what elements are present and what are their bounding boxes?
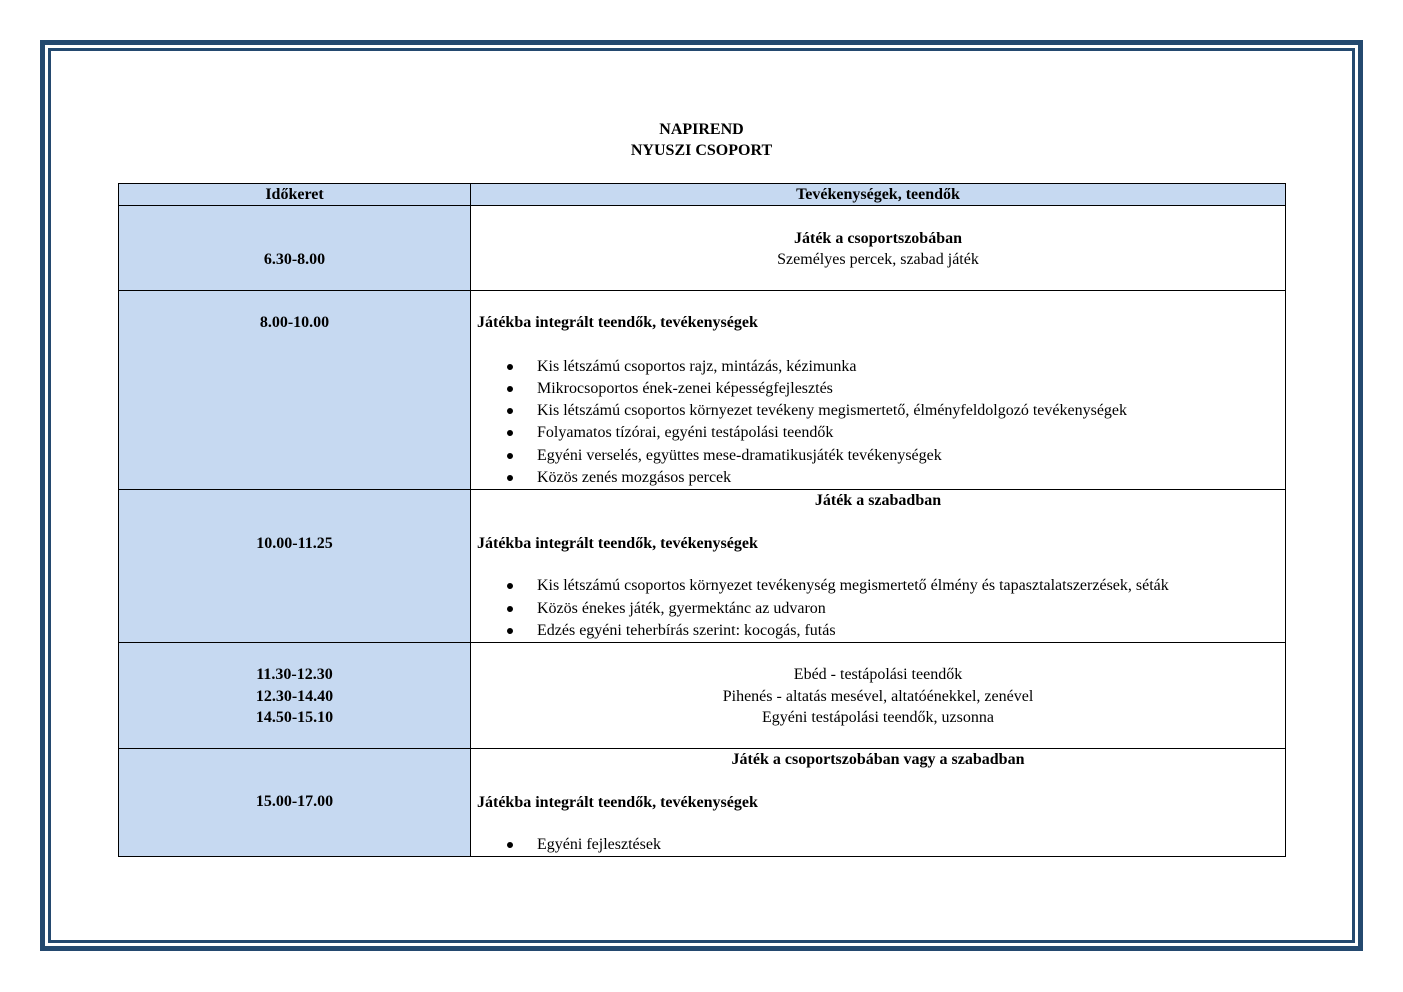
table-header-row	[119, 184, 1286, 206]
activity-subheading: Játékba integrált teendők, tevékenységek	[477, 534, 758, 552]
schedule-table	[118, 183, 1286, 857]
table-row	[119, 206, 1286, 291]
table-row	[119, 291, 1286, 490]
bullet-icon	[507, 430, 513, 436]
activity-text: Ebéd - testápolási teendők	[793, 666, 963, 684]
document-title: NAPIREND	[659, 121, 744, 138]
bullet-icon	[507, 583, 513, 589]
time-range: 8.00-10.00	[259, 314, 330, 331]
activity-cell	[471, 643, 1286, 749]
table-row	[119, 643, 1286, 749]
header-activities: Tevékenységek, teendők	[471, 184, 1286, 206]
list-item: Folyamatos tízórai, egyéni testápolási teendők	[477, 422, 1279, 444]
list-item: Egyéni fejlesztések	[477, 834, 1279, 856]
activity-text: Személyes percek, szabad játék	[777, 251, 979, 268]
document-subtitle: NYUSZI CSOPORT	[630, 142, 773, 159]
table-row	[119, 749, 1286, 857]
bullet-icon	[507, 408, 513, 414]
time-cell	[119, 291, 471, 490]
list-item: Edzés egyéni teherbírás szerint: kocogás, futás	[477, 620, 1279, 642]
activity-heading: Játék a szabadban	[814, 492, 942, 510]
list-item: Mikrocsoportos ének-zenei képességfejlesztés	[477, 378, 1279, 400]
activity-list	[477, 356, 1279, 490]
time-cell	[119, 643, 471, 749]
bullet-icon	[507, 386, 513, 392]
activity-cell	[471, 206, 1286, 291]
time-range: 11.30-12.30	[256, 666, 333, 684]
time-range: 14.50-15.10	[255, 709, 334, 727]
activity-subheading: Játékba integrált teendők, tevékenységek	[477, 793, 758, 811]
time-cell	[119, 490, 471, 643]
bullet-icon	[507, 475, 513, 481]
bullet-icon	[507, 842, 513, 848]
time-range: 10.00-11.25	[256, 535, 333, 553]
activity-text: Egyéni testápolási teendők, uzsonna	[762, 709, 994, 727]
list-item: Kis létszámú csoportos rajz, mintázás, kézimunka	[477, 356, 1279, 378]
bullet-icon	[507, 606, 513, 612]
time-cell	[119, 749, 471, 857]
activity-text: Pihenés - altatás mesével, altatóénekkel, zenével	[722, 687, 1034, 705]
list-item: Kis létszámú csoportos környezet tevékeny megismertető, élményfeldolgozó tevékenységek	[477, 400, 1279, 422]
list-item: Közös zenés mozgásos percek	[477, 467, 1279, 489]
activity-subheading: Játékba integrált teendők, tevékenységek	[477, 314, 758, 331]
time-cell	[119, 206, 471, 291]
activity-list	[477, 575, 1279, 642]
time-range: 6.30-8.00	[263, 250, 326, 268]
activity-heading: Játék a csoportszobában vagy a szabadban	[731, 751, 1025, 769]
activity-heading: Játék a csoportszobában	[793, 229, 962, 247]
table-row	[119, 490, 1286, 643]
bullet-icon	[507, 453, 513, 459]
time-range: 12.30-14.40	[255, 687, 334, 705]
time-range: 15.00-17.00	[255, 793, 334, 811]
activity-cell	[471, 749, 1286, 857]
activity-cell	[471, 490, 1286, 643]
bullet-icon	[507, 628, 513, 634]
header-time: Időkeret	[119, 184, 471, 206]
bullet-icon	[507, 364, 513, 370]
activity-cell	[471, 291, 1286, 490]
list-item: Egyéni verselés, együttes mese-dramatikusjáték tevékenységek	[477, 445, 1279, 467]
activity-list	[477, 834, 1279, 856]
list-item: Kis létszámú csoportos környezet tevékenység megismertető élmény és tapasztalatszerzések, séták	[477, 575, 1279, 597]
list-item: Közös énekes játék, gyermektánc az udvaron	[477, 598, 1279, 620]
